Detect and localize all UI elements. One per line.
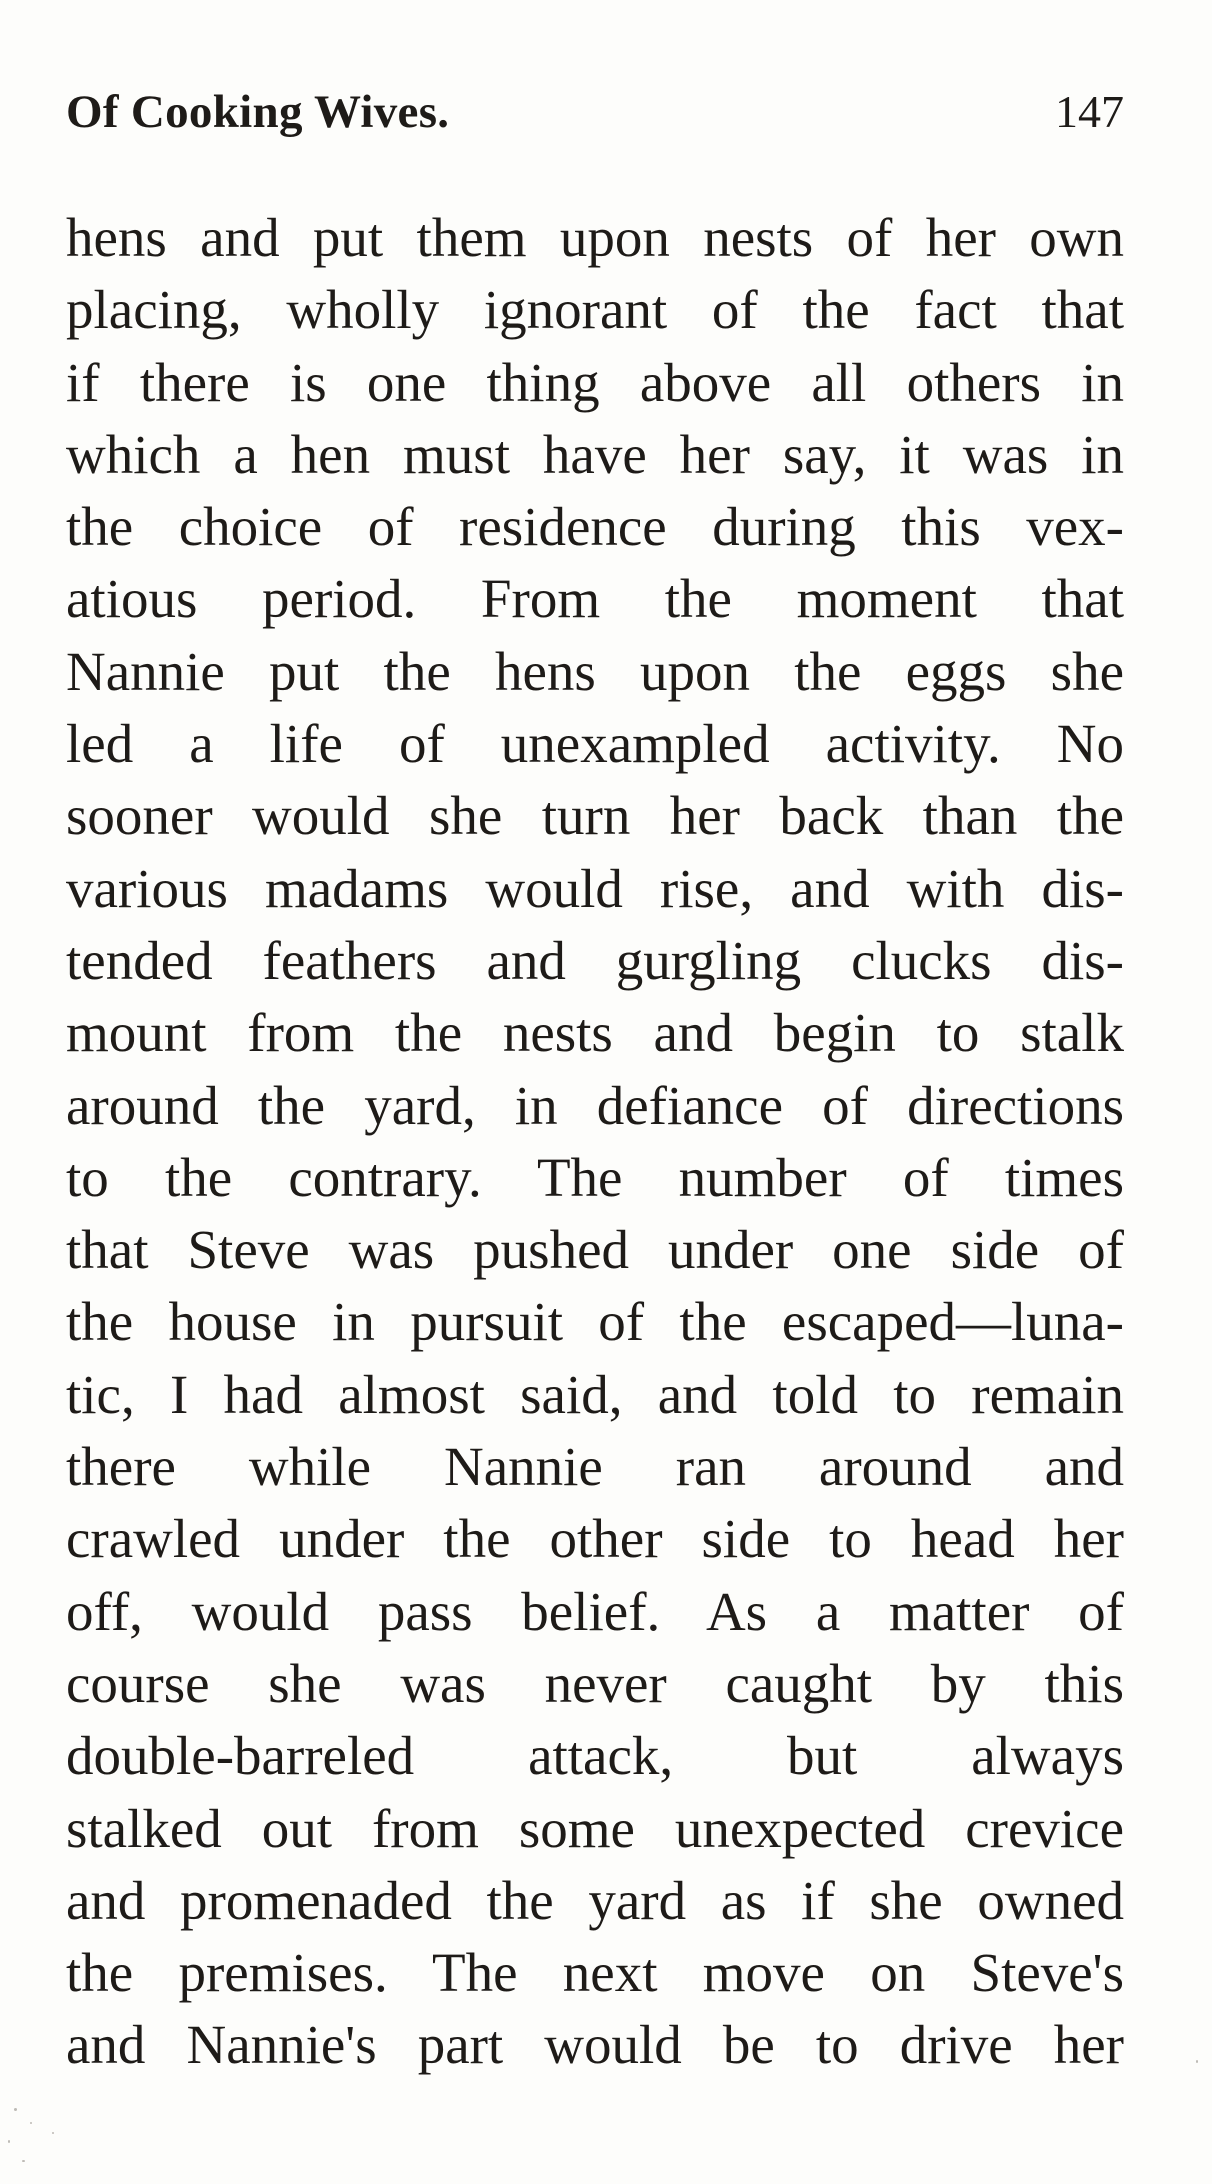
scan-speck: [1196, 2060, 1198, 2063]
text-line: off, would pass belief. As a matter of: [66, 1580, 1124, 1642]
text-line: which a hen must have her say, it was in: [66, 423, 1124, 485]
page-number: 147: [1055, 86, 1124, 137]
text-line: stalked out from some unexpected crevice: [66, 1797, 1124, 1859]
text-line: that Steve was pushed under one side of: [66, 1219, 1124, 1281]
text-line: double-barreled attack, but always: [66, 1725, 1124, 1787]
scan-speck: [8, 2140, 10, 2143]
body-text: [66, 202, 1124, 2082]
text-line: and Nannie's part would be to drive her: [66, 2014, 1124, 2076]
text-line: atious period. From the moment that: [66, 568, 1124, 630]
text-line: to the contrary. The number of times: [66, 1146, 1124, 1208]
text-line: various madams would rise, and with dis-: [66, 857, 1124, 919]
running-title: Of Cooking Wives.: [66, 86, 450, 138]
scan-speck: [52, 2132, 54, 2134]
text-line: crawled under the other side to head her: [66, 1508, 1124, 1570]
text-line: tended feathers and gurgling clucks dis-: [66, 929, 1124, 991]
text-line: placing, wholly ignorant of the fact that: [66, 279, 1124, 341]
text-line: and promenaded the yard as if she owned: [66, 1869, 1124, 1931]
scan-speck: [22, 2160, 25, 2162]
text-line: the house in pursuit of the escaped—luna-: [66, 1291, 1124, 1353]
text-line: mount from the nests and begin to stalk: [66, 1002, 1124, 1064]
scan-speck: [30, 2122, 32, 2124]
text-line: the premises. The next move on Steve's: [66, 1942, 1124, 2004]
text-line: course she was never caught by this: [66, 1652, 1124, 1714]
text-line: hens and put them upon nests of her own: [66, 207, 1124, 268]
text-line: around the yard, in defiance of directions: [66, 1074, 1124, 1136]
text-line: led a life of unexampled activity. No: [66, 713, 1124, 775]
text-line: sooner would she turn her back than the: [66, 785, 1124, 847]
text-line: tic, I had almost said, and told to remain: [66, 1363, 1124, 1425]
text-line: if there is one thing above all others in: [66, 351, 1124, 413]
text-line: Nannie put the hens upon the eggs she: [66, 640, 1124, 702]
text-line: there while Nannie ran around and: [66, 1436, 1124, 1498]
scan-speck: [14, 2108, 17, 2111]
text-line: the choice of residence during this vex-: [66, 496, 1124, 558]
running-header: [66, 82, 1124, 142]
